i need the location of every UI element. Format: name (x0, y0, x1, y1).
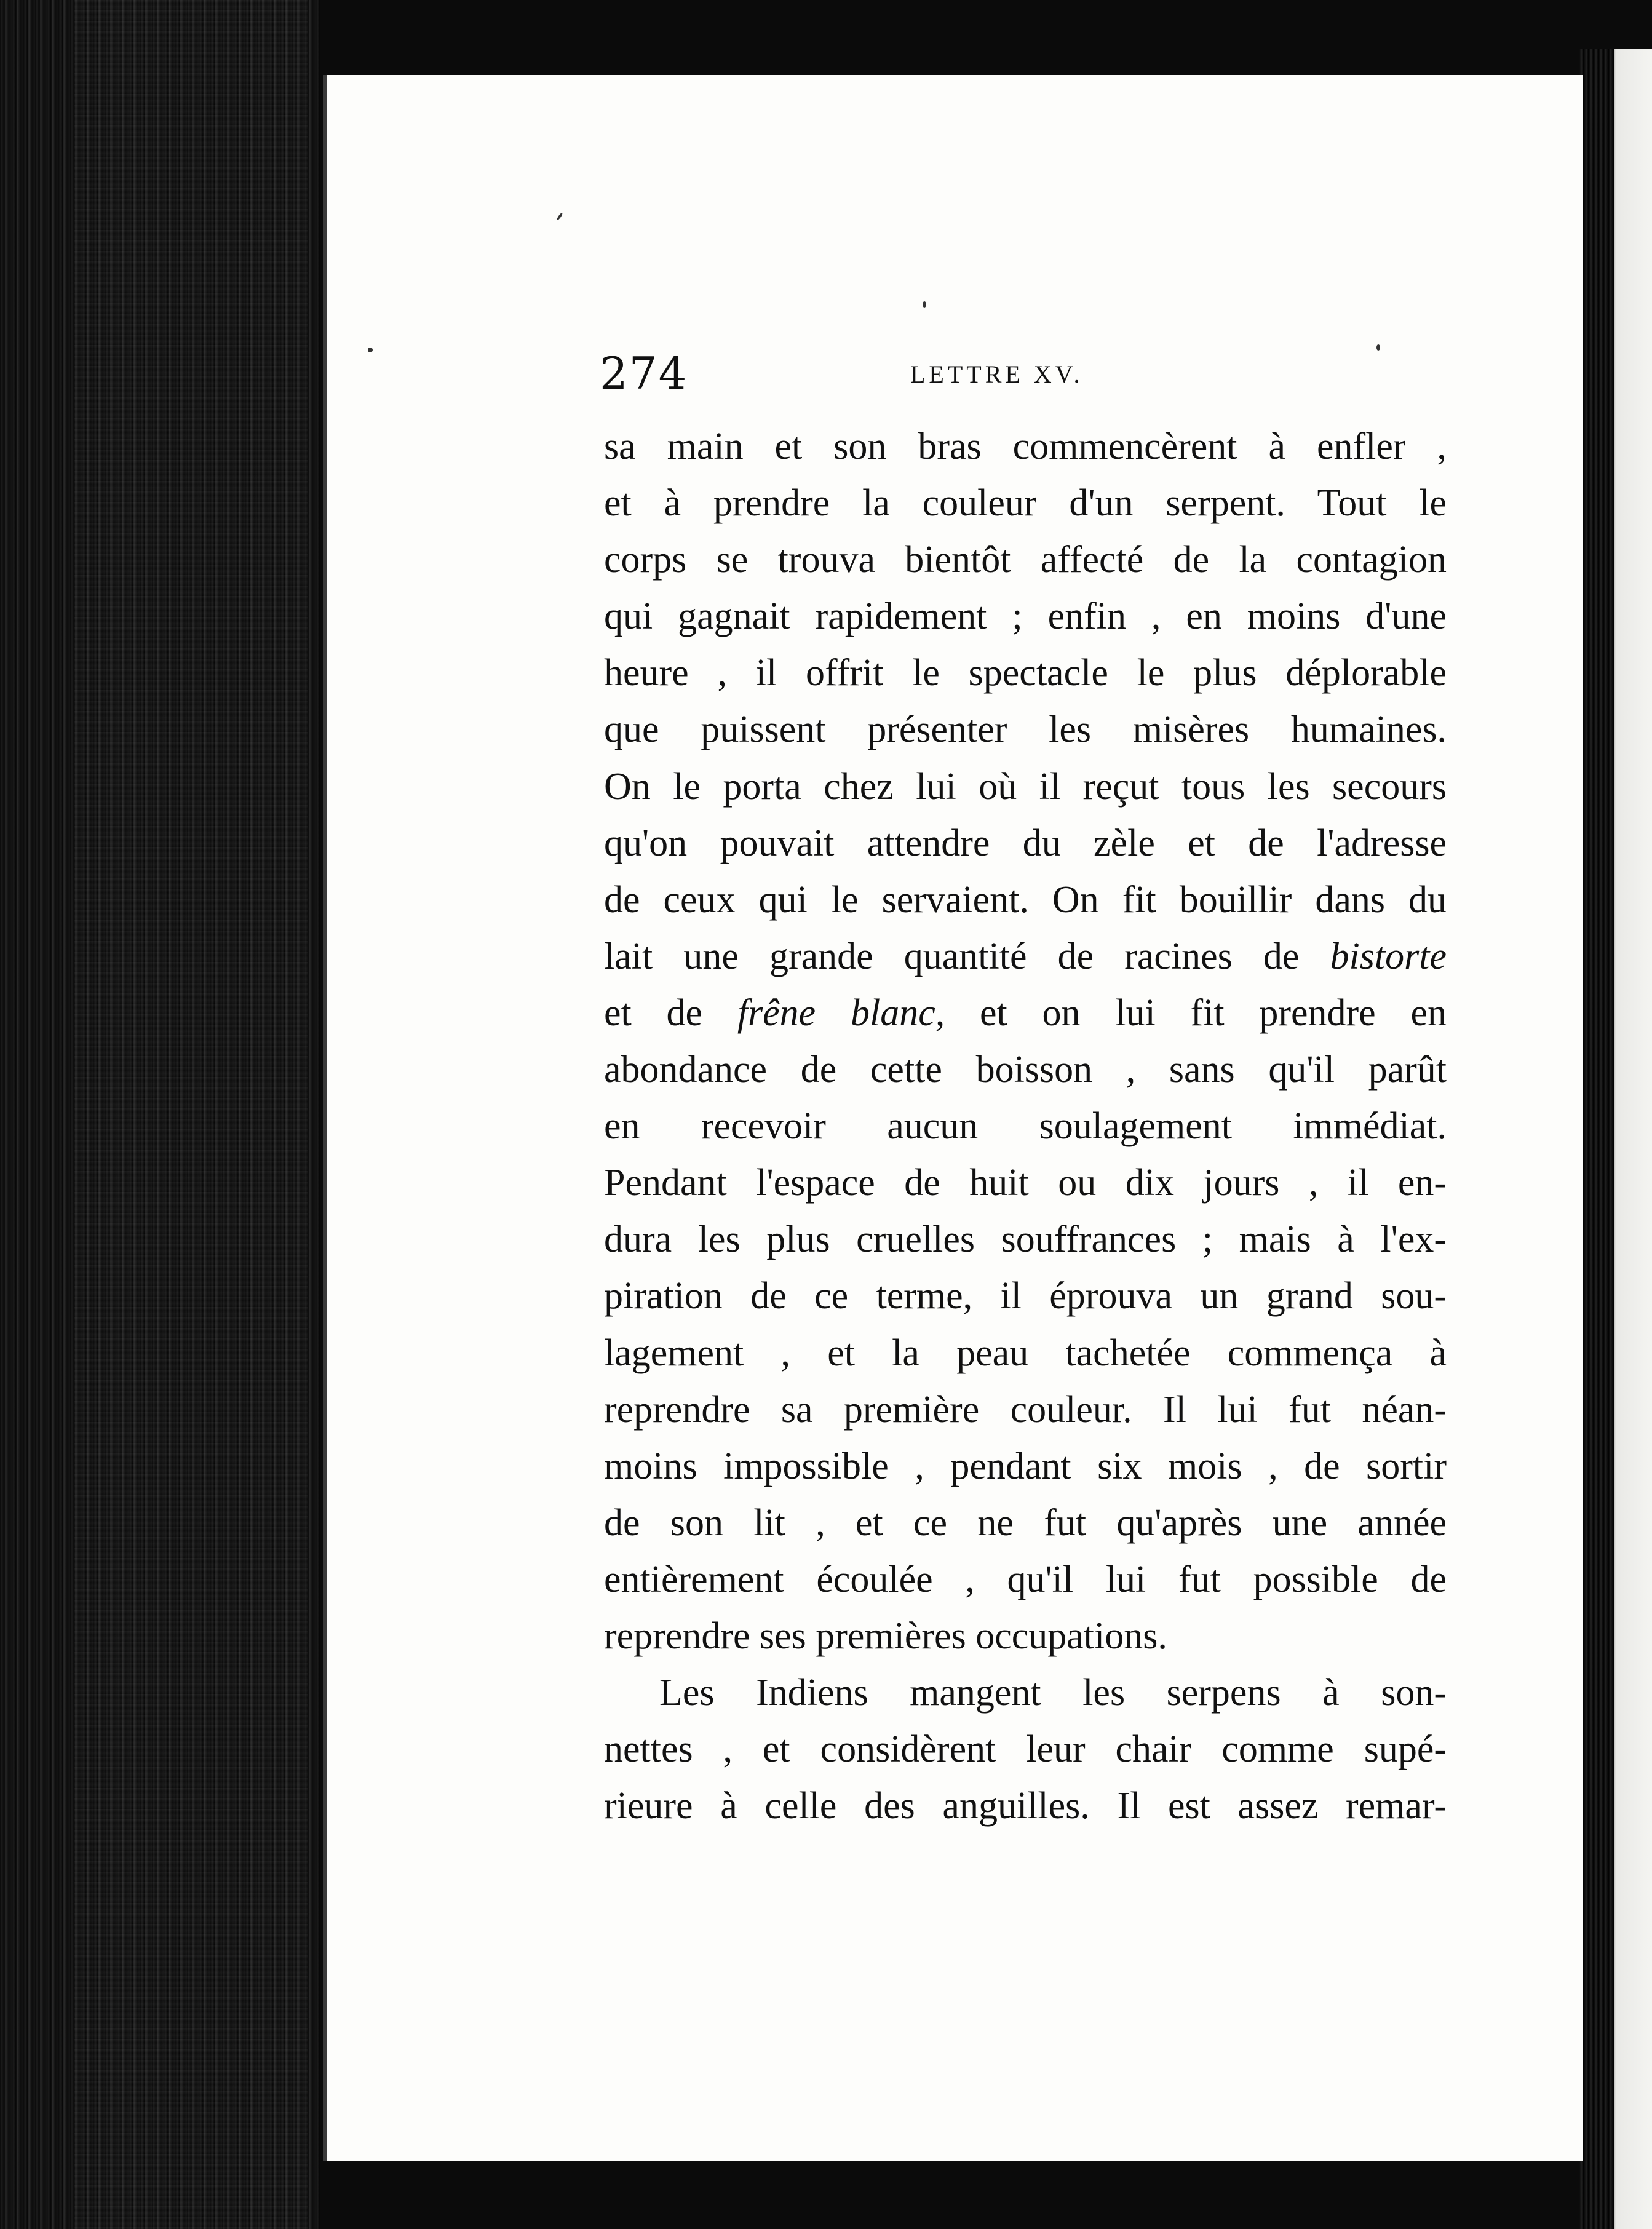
text-line: On le porta chez lui où il reçut tous les secours (604, 765, 1447, 808)
text-line-start: lait une grande quantité de racines de (604, 935, 1330, 977)
text-line (604, 985, 1447, 1041)
ink-speck (368, 348, 373, 352)
text-line: que puissent présenter les misères humaines. (604, 709, 1447, 751)
page-number: 274 (600, 348, 688, 399)
text-line: qui gagnait rapidement ; enfin , en moins d'une (604, 595, 1447, 638)
text-line: qu'on pouvait attendre du zèle et de l'adresse (604, 822, 1447, 864)
running-head: LETTRE XV. (910, 360, 1084, 388)
book-binding (0, 0, 320, 2229)
text-line: entièrement écoulée , qu'il lui fut possible de (604, 1558, 1447, 1600)
text-line: et à prendre la couleur d'un serpent. Tout le (604, 482, 1447, 525)
text-line: Les Indiens mangent les serpens à son- (659, 1672, 1447, 1714)
text-line: abondance de cette boisson , sans qu'il parût (604, 1049, 1447, 1091)
text-line: Pendant l'espace de huit ou dix jours , il en- (604, 1162, 1447, 1204)
text-line: en recevoir aucun soulagement immédiat. (604, 1105, 1447, 1148)
text-line: lagement , et la peau tachetée commença à (604, 1332, 1447, 1374)
ink-speck (1376, 344, 1380, 351)
italic-frene-blanc: frêne blanc, (737, 991, 945, 1034)
text-line: de ceux qui le servaient. On fit bouillir dans du (604, 878, 1447, 921)
ink-speck (923, 301, 926, 308)
text-line (604, 928, 1447, 985)
adjacent-page-edge (1579, 49, 1652, 2229)
text-line: nettes , et considèrent leur chair comme supé- (604, 1728, 1447, 1771)
text-line: heure , il offrit le spectacle le plus déplorable (604, 652, 1447, 694)
body-text (604, 418, 1447, 1834)
italic-bistorte: bistorte (1330, 935, 1447, 977)
text-line: moins impossible , pendant six mois , de sortir (604, 1445, 1447, 1487)
text-line: reprendre sa première couleur. Il lui fut néan- (604, 1388, 1447, 1431)
text-line: corps se trouva bientôt affecté de la contagion (604, 539, 1447, 581)
text-line: piration de ce terme, il éprouva un grand sou- (604, 1275, 1447, 1317)
text-line: rieure à celle des anguilles. Il est assez remar- (604, 1785, 1447, 1827)
text-line-end: et on lui fit prendre en (945, 991, 1447, 1034)
text-line: de son lit , et ce ne fut qu'après une année (604, 1501, 1447, 1544)
text-line: reprendre ses premières occupations. (604, 1615, 1167, 1657)
text-line: dura les plus cruelles souffrances ; mais à l'ex- (604, 1218, 1447, 1261)
text-line: sa main et son bras commencèrent à enfler , (604, 426, 1447, 467)
text-line-start: et de (604, 991, 737, 1034)
